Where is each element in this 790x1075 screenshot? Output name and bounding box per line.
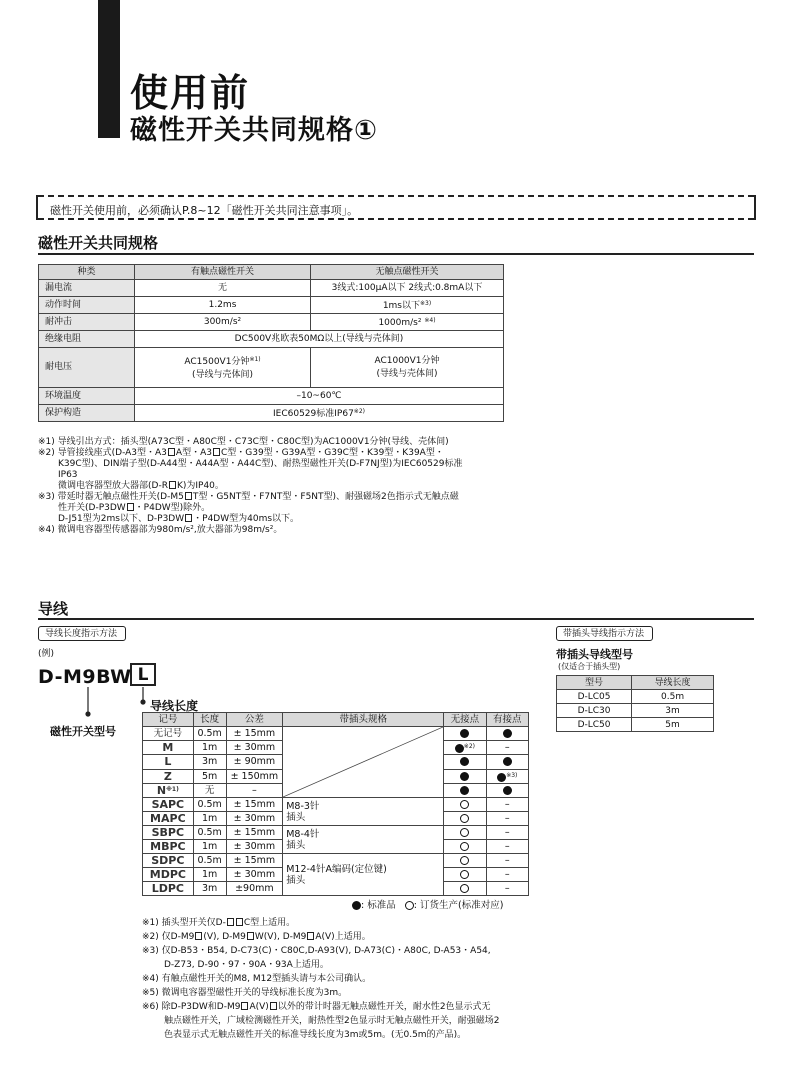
spec-cell-both: IEC60529标准IP67$^{※2)}$ (135, 405, 504, 422)
wire-length: 1m (193, 840, 226, 854)
spec-row (39, 331, 504, 348)
contact-mark (486, 755, 528, 769)
diagonal-slash (283, 727, 443, 797)
spec-cell-noncontact: 1000m/s² $^{※4)}$ (311, 314, 504, 331)
spec-cell-both: –10~60℃ (135, 388, 504, 405)
wire-symbol: SDPC (143, 854, 194, 868)
wire-note-5: ※5) 微调电容器型磁性开关的导线标准长度为3m。 (142, 988, 348, 998)
wire-heading: 导线 (38, 600, 69, 618)
connector-subtitle: (仅适合于插头型) (558, 662, 621, 671)
spec-row-label: 动作时间 (39, 297, 135, 314)
wire-symbol: L (143, 755, 194, 769)
noncontact-mark (444, 755, 486, 769)
page-title: 使用前 (130, 71, 251, 115)
no-connector-cell (283, 727, 444, 798)
order-circle-icon (460, 842, 469, 851)
standard-dot-icon (503, 729, 512, 738)
wire-row (143, 798, 529, 812)
spec-cell-noncontact: AC1000V1分钟 (导线与壳体间) (311, 348, 504, 388)
connector-table (556, 675, 714, 732)
spec-header-contact: 有触点磁性开关 (135, 265, 311, 280)
spec-row-label: 保护构造 (39, 405, 135, 422)
wire-symbol: SAPC (143, 798, 194, 812)
wire-row (143, 727, 529, 741)
spec-header-row (39, 265, 504, 280)
connector-length: 0.5m (632, 690, 714, 704)
order-circle-icon (460, 870, 469, 879)
spec-note-3: ※3) 带延时器无触点磁性开关(D-M5 T型・G5NT型・F7NT型・F5NT型)、耐强磁场2色指示式无触点磁 (38, 492, 459, 502)
spec-row (39, 388, 504, 405)
contact-mark: – (486, 868, 528, 882)
spec-header-noncontact: 无触点磁性开关 (311, 265, 504, 280)
noncontact-mark (444, 882, 486, 896)
wire-note-6-line: 色表显示式无触点磁性开关的标准导线长度为3m或5m。(无0.5m的产品)。 (164, 1030, 467, 1040)
spec-cell-noncontact: 1ms以下$^{※3)}$ (311, 297, 504, 314)
contact-mark (486, 727, 528, 741)
spec-note-2-line: K39C型)、DIN端子型(D-A44型・A44A型・A44C型)、耐热型磁性开关(D-F7NJ型)为IEC60529标准 (58, 459, 463, 469)
spec-cell-both: DC500V兆欧表50MΩ以上(导线与壳体间) (135, 331, 504, 348)
order-circle-icon (460, 856, 469, 865)
connector-spec: M8-4针 插头 (283, 826, 444, 854)
connector-row (557, 718, 714, 732)
model-code: D-M9BW (38, 666, 132, 688)
wire-heading-rule (38, 618, 754, 620)
spec-row (39, 405, 504, 422)
noncontact-mark (444, 812, 486, 826)
standard-dot-icon (503, 786, 512, 795)
wire-tolerance: ± 90mm (226, 755, 283, 769)
wire-length: 1m (193, 868, 226, 882)
wire-header-contact: 有接点 (486, 713, 528, 727)
contact-mark: – (486, 741, 528, 755)
wire-symbol: $N^{※1)}$ (143, 783, 194, 797)
wire-note-2: ※2) 仅D-M9 (V), D-M9 W(V), D-M9 A(V)上适用。 (142, 932, 371, 942)
noncontact-mark (444, 868, 486, 882)
wire-length: 无 (193, 783, 226, 797)
wire-notes (142, 916, 499, 1042)
connector-header-length: 导线长度 (632, 676, 714, 690)
spec-note-4: ※4) 微调电容器型传感器部为980m/s²,放大器部为98m/s²。 (38, 525, 283, 535)
standard-dot-icon (455, 744, 464, 753)
length-caption: 导线长度 (150, 699, 199, 713)
noncontact-mark (444, 798, 486, 812)
spec-row (39, 314, 504, 331)
wire-row (143, 826, 529, 840)
spec-note-1: ※1) 导线引出方式：插头型(A73C型・A80C型・C73C型・C80C型)为AC1000V1分钟(导线、壳体间) (38, 437, 449, 447)
wire-symbol: MDPC (143, 868, 194, 882)
wire-length: 0.5m (193, 826, 226, 840)
contact-mark (486, 783, 528, 797)
noncontact-mark (444, 727, 486, 741)
wire-symbol: SBPC (143, 826, 194, 840)
connector-length: 5m (632, 718, 714, 732)
spec-cell-contact: 无 (135, 280, 311, 297)
wire-tolerance: ±90mm (226, 882, 283, 896)
spec-row (39, 280, 504, 297)
wire-note-6-line: 触点磁性开关，广域检测磁性开关，耐热性型2色显示时无触点磁性开关，耐强磁场2 (164, 1016, 500, 1026)
spec-note-2-line: 微调电容器型放大器部(D-R K)为IP40。 (58, 481, 224, 491)
connector-header-row (557, 676, 714, 690)
wire-note-1: ※1) 插头型开关仅D- C型上适用。 (142, 918, 296, 928)
wire-symbol: LDPC (143, 882, 194, 896)
spec-notes (38, 437, 462, 536)
wire-length: 0.5m (193, 854, 226, 868)
standard-dot-icon (460, 729, 469, 738)
order-circle-icon (460, 828, 469, 837)
connector-spec: M8-3针 插头 (283, 798, 444, 826)
order-circle-icon (460, 800, 469, 809)
wire-tolerance: – (226, 783, 283, 797)
noncontact-mark (444, 840, 486, 854)
spec-note-3-line: 性开关(D-P3DW ・P4DW型)除外。 (58, 503, 211, 513)
spec-cell-noncontact: 3线式:100μA以下 2线式:0.8mA以下 (311, 280, 504, 297)
wire-row (143, 854, 529, 868)
wire-tolerance: ± 30mm (226, 812, 283, 826)
switch-caption: 磁性开关型号 (50, 725, 116, 738)
wire-header-symbol: 记号 (143, 713, 194, 727)
wire-length: 3m (193, 882, 226, 896)
order-circle-icon (460, 814, 469, 823)
wire-header-noncontact: 无接点 (444, 713, 486, 727)
spec-cell-contact: AC1500V1分钟$^{※1)}$ (导线与壳体间) (135, 348, 311, 388)
spec-heading: 磁性开关共同规格 (38, 234, 159, 252)
contact-mark: – (486, 798, 528, 812)
wire-tolerance: ± 15mm (226, 798, 283, 812)
wire-length-table (142, 712, 529, 896)
connector-model: D-LC05 (557, 690, 632, 704)
notice-text: 磁性开关使用前，必须确认P.8~12「磁性开关共同注意事项」。 (50, 204, 359, 217)
noncontact-mark (444, 826, 486, 840)
noncontact-mark (444, 769, 486, 783)
spec-row (39, 297, 504, 314)
connector-row (557, 690, 714, 704)
wire-tolerance: ± 15mm (226, 826, 283, 840)
spec-header-kind: 种类 (39, 265, 135, 280)
wire-header-connector: 带插头规格 (283, 713, 444, 727)
wire-note-6: ※6) 除D-P3DW和D-M9 A(V) 以外的带计时器无触点磁性开关，耐水性2色显示式无 (142, 1002, 491, 1012)
page-subtitle: 磁性开关共同规格① (130, 115, 378, 146)
contact-mark: – (486, 826, 528, 840)
wire-length: 0.5m (193, 727, 226, 741)
spec-row (39, 348, 504, 388)
wire-header-tolerance: 公差 (226, 713, 283, 727)
contact-mark: – (486, 840, 528, 854)
standard-dot-icon (503, 757, 512, 766)
example-label: (例) (38, 649, 55, 659)
order-circle-icon (460, 884, 469, 893)
wire-length: 3m (193, 755, 226, 769)
connector-spec: M12-4针A编码(定位键) 插头 (283, 854, 444, 896)
contact-mark: – (486, 854, 528, 868)
spec-row-label: 漏电流 (39, 280, 135, 297)
wire-tolerance: ± 15mm (226, 727, 283, 741)
wire-symbol: MAPC (143, 812, 194, 826)
noncontact-mark: ※2) (444, 741, 486, 755)
wire-length: 0.5m (193, 798, 226, 812)
spec-note-2: ※2) 导管接线座式(D-A3型・A3 A型・A3 C型・G39型・G39A型・G39C型・K39型・K39A型・ (38, 448, 444, 458)
legend-standard: : 标准品 (361, 900, 396, 911)
wire-tolerance: ± 30mm (226, 741, 283, 755)
spec-note-2-line: IP63 (58, 470, 78, 480)
order-circle-icon (405, 901, 414, 910)
noncontact-mark (444, 854, 486, 868)
model-suffix-box: L (130, 663, 156, 686)
wire-symbol: M (143, 741, 194, 755)
standard-dot-icon (460, 772, 469, 781)
legend-order: : 订货生产(标准对应) (413, 900, 504, 911)
connector-title: 带插头导线型号 (556, 648, 633, 661)
standard-dot-icon (460, 757, 469, 766)
wire-symbol: 无记号 (143, 727, 194, 741)
spec-note-3-line: D-J51型为2ms以下、D-P3DW ・P4DW型为40ms以下。 (58, 514, 300, 524)
wire-note-4: ※4) 有触点磁性开关的M8, M12型插头请与本公司确认。 (142, 974, 372, 984)
spec-cell-contact: 1.2ms (135, 297, 311, 314)
contact-mark: – (486, 812, 528, 826)
spec-row-label: 环境温度 (39, 388, 135, 405)
wire-length: 1m (193, 812, 226, 826)
mark-legend (352, 897, 503, 911)
contact-mark: – (486, 882, 528, 896)
noncontact-mark (444, 783, 486, 797)
spec-cell-contact: 300m/s² (135, 314, 311, 331)
spec-row-label: 耐电压 (39, 348, 135, 388)
wire-tolerance: ± 15mm (226, 854, 283, 868)
title-accent-bar (98, 0, 120, 138)
wire-note-3-line: D-Z73, D-90・97・90A・93A上适用。 (164, 960, 329, 970)
spec-row-label: 耐冲击 (39, 314, 135, 331)
connector-model: D-LC50 (557, 718, 632, 732)
wire-tolerance: ± 150mm (226, 769, 283, 783)
wire-header-row (143, 713, 529, 727)
wire-note-3: ※3) 仅D-B53・B54, D-C73(C)・C80C,D-A93(V), D-A73(C)・A80C, D-A53・A54, (142, 946, 491, 956)
spec-table (38, 264, 504, 422)
wire-length: 5m (193, 769, 226, 783)
notice-box (38, 195, 754, 220)
standard-dot-icon (497, 773, 506, 782)
connector-model: D-LC30 (557, 704, 632, 718)
wire-tolerance: ± 30mm (226, 868, 283, 882)
wire-method-label: 导线长度指示方法 (38, 626, 126, 641)
connector-length: 3m (632, 704, 714, 718)
wire-tolerance: ± 30mm (226, 840, 283, 854)
connector-row (557, 704, 714, 718)
wire-symbol: MBPC (143, 840, 194, 854)
connector-header-model: 型号 (557, 676, 632, 690)
contact-mark: ※3) (486, 769, 528, 783)
connector-method-label: 带插头导线指示方法 (556, 626, 653, 641)
wire-header-length: 长度 (193, 713, 226, 727)
standard-dot-icon (352, 901, 361, 910)
spec-row-label: 绝缘电阻 (39, 331, 135, 348)
wire-symbol: Z (143, 769, 194, 783)
spec-heading-rule (38, 253, 754, 255)
wire-length: 1m (193, 741, 226, 755)
standard-dot-icon (460, 786, 469, 795)
